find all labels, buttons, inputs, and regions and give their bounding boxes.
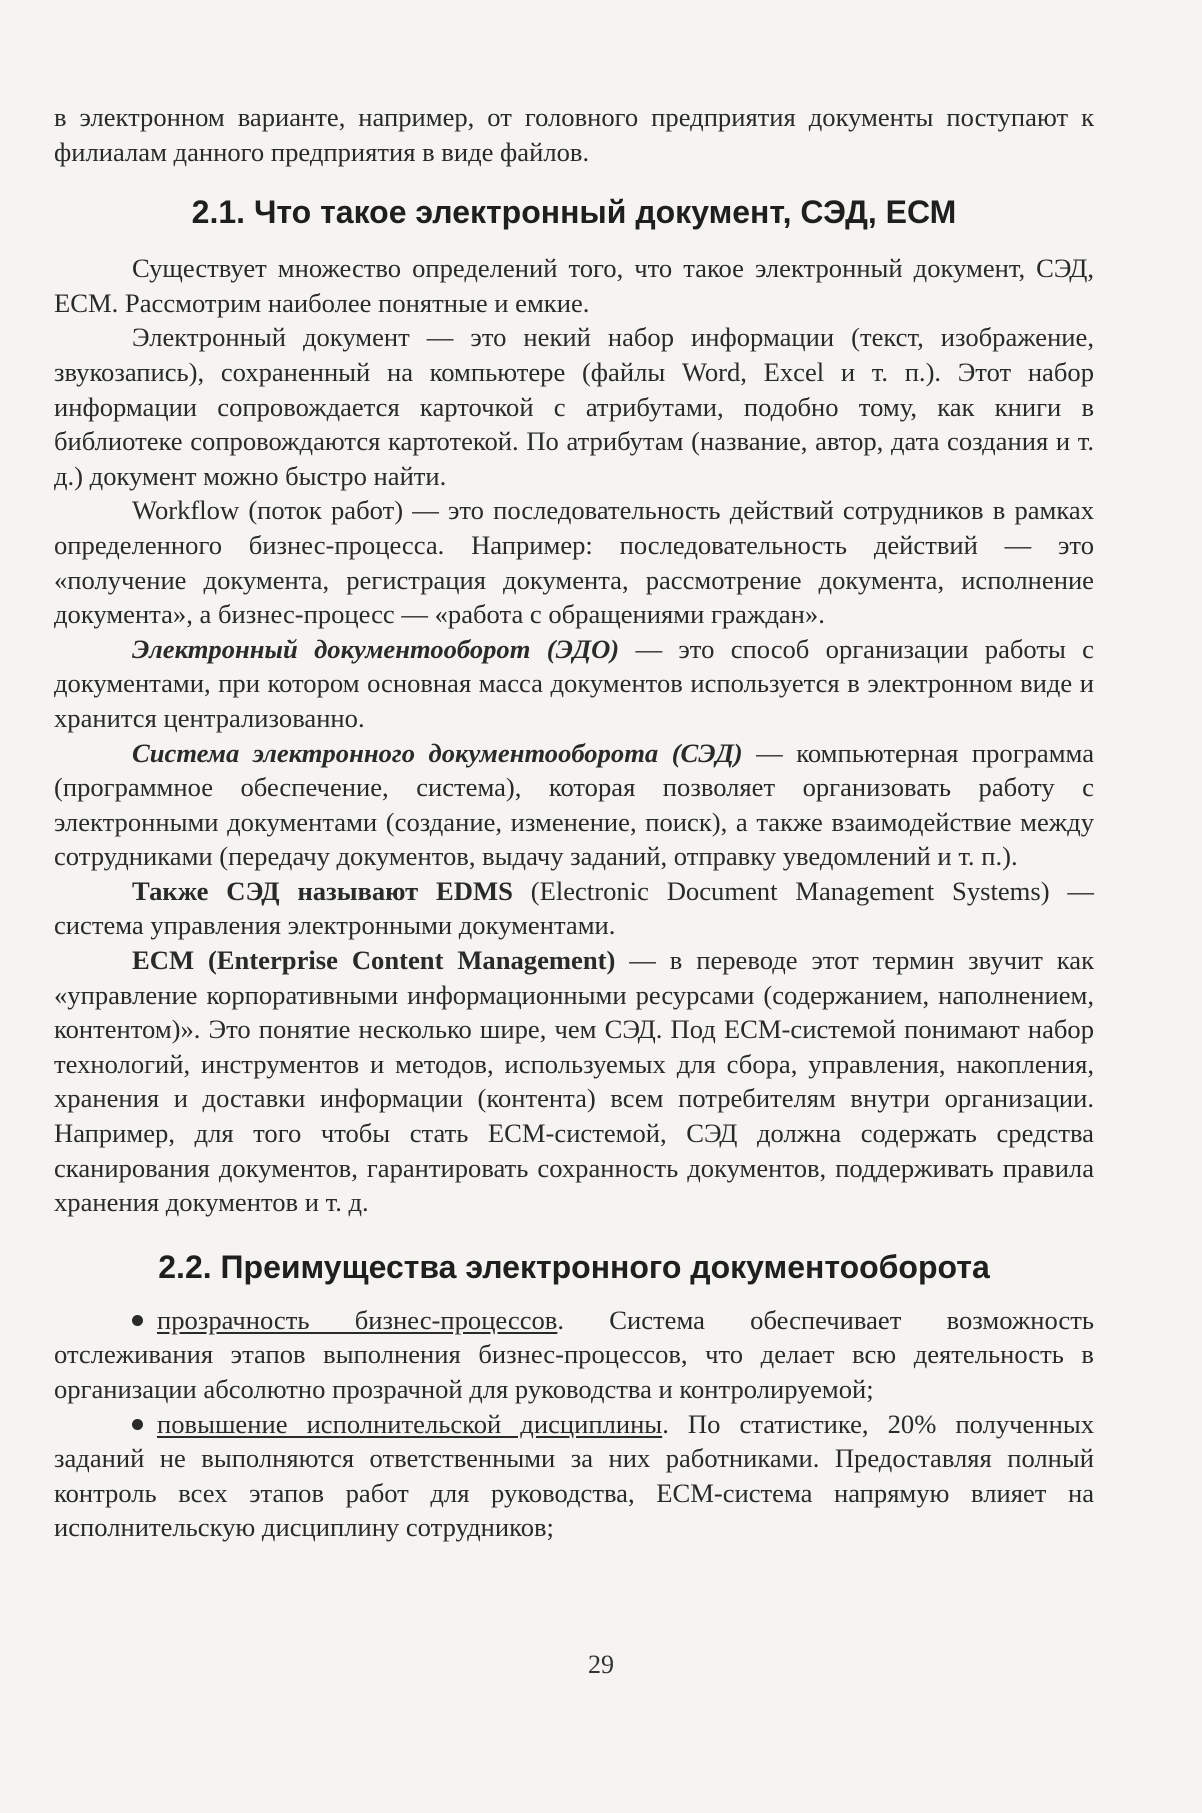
term-edms: Также СЭД называют EDMS xyxy=(132,875,513,906)
bullet-text: . По статистике, 20% полученных заданий не выполняются ответственными за них работниками. Предоставляя полный контроль всех этапов работ для руководства, ЕСМ-система напрямую влияет на исполнительскую дисциплину сотрудников; xyxy=(54,1408,1094,1543)
paragraph-ecm xyxy=(54,943,1094,1220)
paragraph-edo xyxy=(54,632,1094,736)
definition-ecm: — в переводе этот термин звучит как «управление корпоративными информационными ресурсами (содержанием, наполнением, контентом)». Это понятие несколько шире, чем СЭД. Под ЕСМ-системой понимают набор технологий, инструментов и методов, используемых для сбора, управления, накопления, хранения и доставки информации (контента) всем потребителям внутри организации. Например, для того чтобы стать ЕСМ-системой, СЭД должна содержать средства сканирования документов, гарантировать сохранность документов, поддерживать правила хранения документов и т. д. xyxy=(54,945,1094,1218)
term-ecm: ECM (Enterprise Content Management) xyxy=(132,945,616,976)
intro-paragraph: в электронном варианте, например, от головного предприятия документы поступают к филиалам данного предприятия в виде файлов. xyxy=(54,102,1094,167)
bullet-text: . Система обеспечивает возможность отслеживания этапов выполнения бизнес-процессов, что делает всю деятельность в организации абсолютно прозрачной для руководства и контролируемой; xyxy=(54,1304,1094,1404)
bullet-term: повышение исполнительской дисциплины xyxy=(157,1408,663,1439)
paragraph-workflow: Workflow (поток работ) — это последовательность действий сотрудников в рамках определенного бизнес-процесса. Например: последовательность действий — это «получение документа, регистрация документа, рассмотрение документа, исполнение документа», а бизнес-процесс — «работа с обращениями граждан». xyxy=(54,495,1094,630)
section-heading-2-2: 2.2. Преимущества электронного документооборота xyxy=(158,1248,990,1285)
section-heading-2-1: 2.1. Что такое электронный документ, СЭД, ЕСМ xyxy=(191,194,957,231)
definition-edo: — это способ организации работы с документами, при котором основная масса документов используется в электронном виде и хранится централизованно. xyxy=(54,633,1094,733)
bullet-icon xyxy=(132,1419,143,1430)
bullet-item xyxy=(54,1303,1094,1407)
bullet-item xyxy=(54,1407,1094,1545)
definition-edms: (Electronic Document Management Systems) — система управления электронными документами. xyxy=(54,875,1094,941)
term-sed: Система электронного документооборота (СЭД) xyxy=(132,737,743,768)
paragraph-edms xyxy=(54,874,1094,943)
bullet-term: прозрачность бизнес-процессов xyxy=(157,1304,558,1335)
page-content xyxy=(54,100,1094,1545)
term-edo: Электронный документооборот (ЭДО) xyxy=(132,633,620,664)
paragraph-electronic-document: Электронный документ — это некий набор информации (текст, изображение, звукозапись), сохраненный на компьютере (файлы Word, Excel и т. п.). Этот набор информации сопровождается карточкой с атрибутами, подобно тому, как книги в библиотеке сопровождаются картотекой. По атрибутам (название, автор, дата создания и т. д.) документ можно быстро найти. xyxy=(54,322,1094,491)
paragraph-sed xyxy=(54,736,1094,874)
bullet-icon xyxy=(132,1315,143,1326)
page-number: 29 xyxy=(588,1650,614,1679)
definition-sed: — компьютерная программа (программное обеспечение, система), которая позволяет организовать работу с электронными документами (создание, изменение, поиск), а также взаимодействие между сотрудниками (передачу документов, выдачу заданий, отправку уведомлений и т. п.). xyxy=(54,737,1094,872)
paragraph-definitions: Существует множество определений того, что такое электронный документ, СЭД, ЕСМ. Рассмотрим наиболее понятные и емкие. xyxy=(54,253,1094,318)
